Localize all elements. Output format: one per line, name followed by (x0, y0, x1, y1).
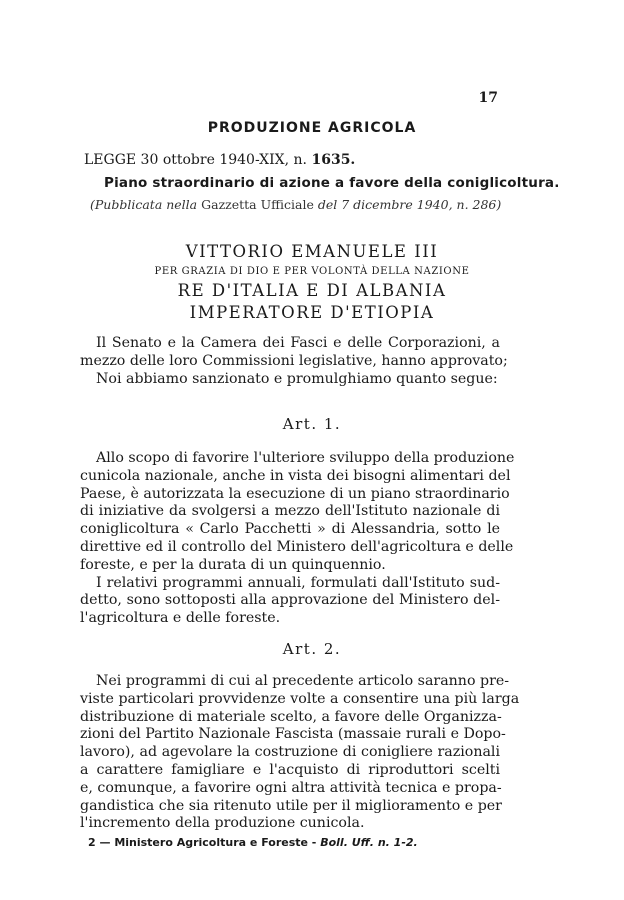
article-line: di iniziative da svolgersi a mezzo dell'Istituto nazionale di (80, 503, 500, 520)
article-line: l'incremento della produzione cunicola. (80, 815, 365, 832)
section-heading: PRODUZIONE AGRICOLA (207, 120, 417, 136)
article-line: Paese, è autorizzata la esecuzione di un piano straordinario (80, 485, 510, 502)
publication-suffix: del 7 dicembre 1940, n. 286) (317, 197, 502, 212)
article-1-body (80, 450, 515, 628)
article-line: Nei programmi di cui al precedente articolo saranno pre- (96, 673, 510, 689)
publication-source: Gazzetta Ufficiale (201, 197, 314, 212)
article-line: coniglicoltura « Carlo Pacchetti » di Alessandria, sotto le (80, 521, 500, 538)
article-line: foreste, e per la durata di un quinquennio. (80, 556, 386, 573)
article-line: zioni del Partito Nazionale Fascista (massaie rurali e Dopo- (80, 726, 506, 743)
article-line: viste particolari provvidenze volte a consentire una più larga (80, 690, 520, 707)
article-line: a carattere famigliare e l'acquisto di riproduttori scelti (80, 761, 500, 778)
page-number: 17 (478, 90, 498, 106)
article-line: gandistica che sia ritenuto utile per il miglioramento e per (80, 797, 502, 814)
preamble (80, 335, 508, 388)
article-2-body (80, 673, 520, 833)
article-line: l'agricoltura e delle foreste. (80, 610, 281, 627)
article-2-heading: Art. 2. (282, 640, 342, 658)
article-line: distribuzione di materiale scelto, a favore delle Organizza- (80, 708, 502, 725)
page-footer (88, 836, 418, 849)
preamble-line: mezzo delle loro Commissioni legislative, hanno approvato; (80, 352, 508, 369)
footer-bulletin: Boll. Uff. (320, 836, 374, 849)
king-name: VITTORIO EMANUELE III (185, 242, 439, 261)
article-line: direttive ed il controllo del Ministero dell'agricoltura e delle (80, 538, 514, 555)
law-prefix: LEGGE 30 ottobre 1940-XIX, n. (84, 152, 308, 168)
article-line: Allo scopo di favorire l'ulteriore sviluppo della produzione (96, 450, 515, 466)
footer-text: 2 — Ministero Agricoltura e Foreste - (88, 836, 317, 849)
king-realm: RE D'ITALIA E DI ALBANIA (177, 281, 447, 300)
king-grace: PER GRAZIA DI DIO E PER VOLONTÀ DELLA NAZIONE (154, 266, 470, 277)
publication-prefix: (Pubblicata nella (90, 197, 198, 212)
king-emperor: IMPERATORE D'ETIOPIA (189, 303, 435, 322)
article-line: e, comunque, a favorire ogni altra attività tecnica e propa- (80, 779, 502, 796)
article-line: detto, sono sottoposti alla approvazione del Ministero del- (80, 592, 500, 609)
law-title: Piano straordinario di azione a favore della coniglicoltura. (104, 175, 560, 191)
preamble-line: Noi abbiamo sanzionato e promulghiamo quanto segue: (96, 370, 498, 387)
publication-note (90, 197, 501, 212)
article-line: cunicola nazionale, anche in vista dei bisogni alimentari del (80, 467, 511, 484)
article-1-heading: Art. 1. (282, 415, 342, 433)
law-number: 1635. (311, 152, 356, 168)
preamble-line: Il Senato e la Camera dei Fasci e delle Corporazioni, a (96, 335, 500, 351)
footer-issue: n. 1-2. (377, 836, 418, 849)
article-line: lavoro), ad agevolare la costruzione di conigliere razionali (80, 744, 500, 761)
law-reference (84, 152, 355, 168)
article-line: I relativi programmi annuali, formulati dall'Istituto sud- (96, 574, 500, 591)
